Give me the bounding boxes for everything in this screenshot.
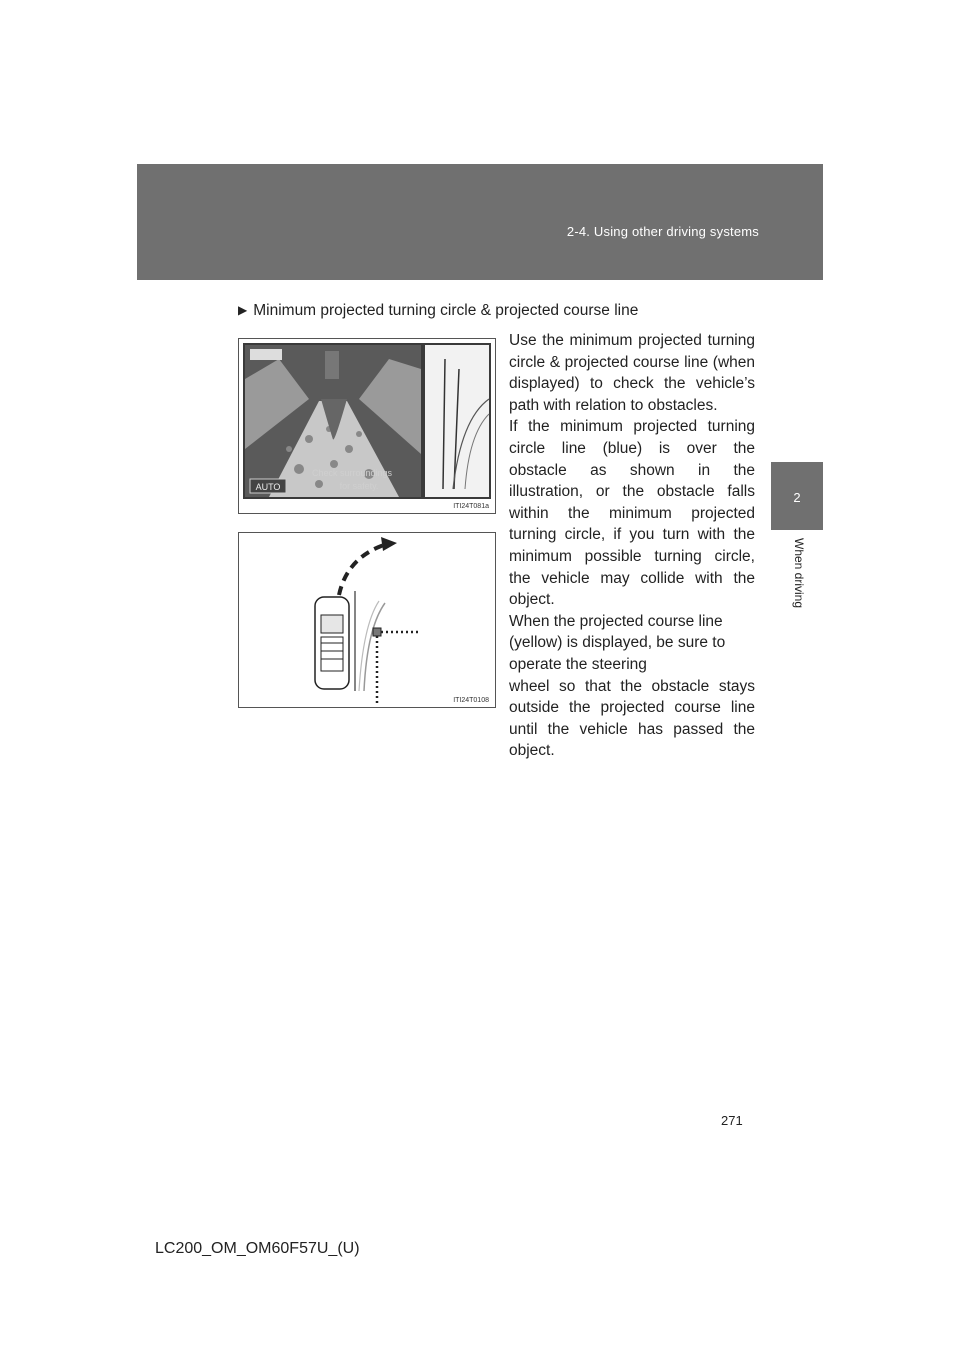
svg-text:for safety.: for safety. — [339, 481, 379, 491]
subheading — [238, 302, 638, 320]
chapter-label-text: When driving — [792, 538, 806, 609]
chapter-number: 2 — [793, 490, 801, 505]
camera-screen-figure — [238, 338, 496, 514]
footer-code: LC200_OM_OM60F57U_(U) — [155, 1240, 360, 1257]
section-header — [137, 164, 823, 280]
subheading-text: Minimum projected turning circle & projected course line — [253, 302, 639, 319]
camera-screen-illustration — [239, 339, 495, 513]
paragraph: wheel so that the obstacle stays outside the projected course line until the vehicle has passed the object. — [509, 677, 755, 760]
body-text — [509, 330, 755, 762]
paragraph: When the projected course line (yellow) is displayed, be sure to operate the steering — [509, 612, 726, 673]
figure2-code: ITI24T0108 — [453, 697, 489, 704]
chapter-tab — [771, 462, 823, 530]
vehicle-path-illustration — [239, 533, 495, 707]
section-title: 2-4. Using other driving systems — [566, 224, 759, 239]
page-number: 271 — [721, 1113, 743, 1128]
paragraph: If the minimum projected turning circle line (blue) is over the obstacle as shown in the illustration, or the obstacle falls within the minimum projected turning circle, if you turn with the minimum possible turning circle, the vehicle may collide with the object. — [509, 418, 755, 609]
svg-text:Check surroundings: Check surroundings — [311, 468, 393, 478]
auto-button-label: AUTO — [255, 482, 281, 492]
chapter-label — [790, 538, 810, 628]
triangle-bullet-icon: ▶ — [238, 303, 248, 317]
paragraph: Use the minimum projected turning circle & projected course line (when displayed) to check the vehicle’s path with relation to obstacles. — [509, 332, 755, 414]
figure1-code: ITI24T081a — [453, 503, 489, 510]
vehicle-path-figure — [238, 532, 496, 708]
